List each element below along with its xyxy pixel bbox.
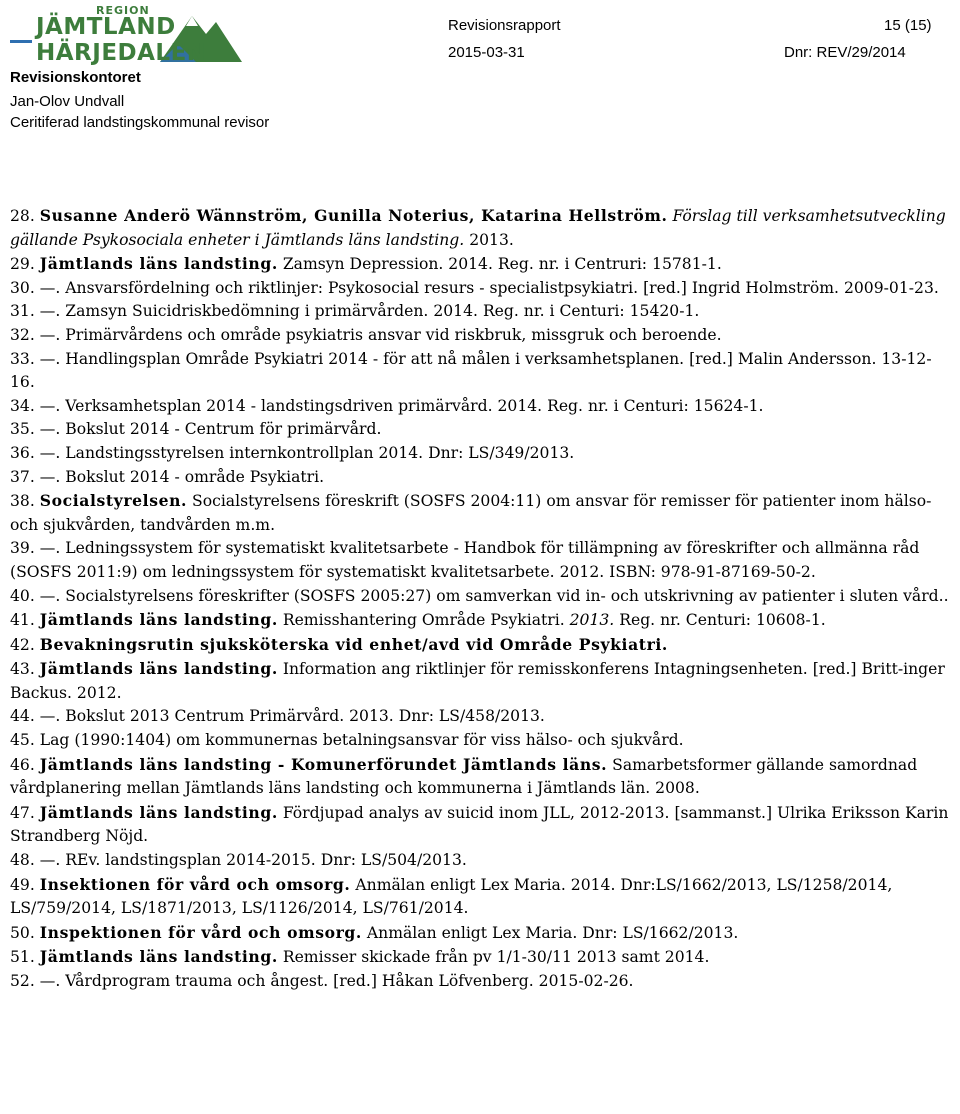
reference-item [10, 585, 956, 609]
reference-dash: — [39, 278, 56, 297]
reference-title: Förslag till verksamhetsutveckling gällande Psykosociala enheter i Jämtlands läns landsting. [10, 207, 946, 249]
reference-item [10, 418, 956, 442]
reference-rest: Zamsyn Depression. 2014. Reg. nr. i Centruri: 15781-1. [277, 255, 722, 274]
reference-num: 52. [10, 972, 35, 990]
reference-author: Jämtlands läns landsting. [39, 802, 278, 822]
reference-rest: . Socialstyrelsens föreskrifter (SOSFS 2005:27) om samverkan vid in- och utskrivning av patienter i sluten vård.. [55, 586, 949, 605]
reference-num: 50. [10, 923, 35, 942]
reference-item [10, 970, 956, 994]
reference-rest: Lag (1990:1404) om kommunernas betalningsansvar för viss hälso- och sjukvård. [34, 731, 684, 750]
reference-num: 28. [10, 207, 35, 225]
reference-author: Jämtlands läns landsting. [39, 254, 278, 274]
reference-dash: — [39, 420, 56, 439]
reference-author: Jämtlands läns landsting. [39, 947, 278, 967]
reference-num: 34. [10, 396, 35, 415]
reference-num: 35. [10, 420, 35, 439]
reference-dash: — [39, 707, 56, 726]
reference-item [10, 873, 956, 921]
reference-rest: . Primärvårdens och område psykiatris ansvar vid riskbruk, missgruk och beroende. [55, 325, 722, 344]
reference-item [10, 801, 956, 849]
reference-num: 47. [10, 803, 35, 822]
reference-author: Jämtlands läns landsting - Komunerförundet Jämtlands läns. [39, 754, 608, 774]
reference-num: 44. [10, 707, 35, 726]
office-name: Revisionskontoret [10, 69, 141, 86]
reference-item [10, 324, 956, 348]
reference-author: Susanne Anderö Wännström, Gunilla Noterius, Katarina Hellström. [39, 206, 668, 225]
reference-item [10, 849, 956, 873]
reference-num: 51. [10, 948, 35, 967]
reference-item [10, 753, 956, 801]
reference-item [10, 945, 956, 970]
reference-rest: . Ledningssystem för systematiskt kvalitetsarbete - Handbok för tillämpning av föreskrifter och allmänna råd (SOSFS 2011:9) om ledningssystem för systematiskt kvalitetsarbete. 2012. ISBN: 978-91-87169-50-2. [10, 539, 920, 581]
reference-item [10, 489, 956, 537]
document-title: Revisionsrapport [448, 17, 561, 34]
logo-region-text: REGION [96, 4, 150, 17]
reference-num: 36. [10, 443, 35, 462]
reference-num: 48. [10, 851, 35, 870]
reference-num: 45. [10, 731, 35, 750]
reference-item [10, 633, 956, 658]
reference-dash: — [39, 851, 56, 870]
reference-rest: Anmälan enligt Lex Maria. 2014. Dnr:LS/1662/2013, LS/1258/2014, LS/759/2014, LS/1871/2013, LS/1126/2014, LS/761/2014. [10, 875, 893, 918]
reference-num: 49. [10, 875, 35, 894]
reference-rest: . Landstingsstyrelsen internkontrollplan 2014. Dnr: LS/349/2013. [55, 443, 575, 462]
reference-rest: Anmälan enligt Lex Maria. Dnr: LS/1662/2013. [361, 923, 739, 942]
reference-author: Jämtlands läns landsting. [39, 610, 278, 630]
reference-item [10, 442, 956, 466]
reference-num: 39. [10, 539, 35, 558]
reference-item [10, 348, 956, 395]
reference-dash: — [39, 325, 56, 344]
reference-item [10, 395, 956, 419]
reference-rest: . Handlingsplan Område Psykiatri 2014 - för att nå målen i verksamhetsplanen. [red.] Malin Andersson. 13-12-16. [10, 349, 932, 392]
reference-rest: . Bokslut 2014 - område Psykiatri. [55, 467, 325, 486]
reference-dash: — [39, 972, 56, 990]
page-number: 15 (15) [884, 17, 932, 34]
reference-author: Bevakningsrutin sjuksköterska vid enhet/avd vid Område Psykiatri. [39, 634, 668, 654]
reference-rest: . Vårdprogram trauma och ångest. [red.] Håkan Löfvenberg. 2015-02-26. [55, 972, 634, 990]
reference-dash: — [39, 443, 56, 462]
reference-rest: . Verksamhetsplan 2014 - landstingsdriven primärvård. 2014. Reg. nr. i Centuri: 15624-1. [55, 396, 764, 415]
reference-rest: . Zamsyn Suicidriskbedömning i primärvården. 2014. Reg. nr. i Centuri: 15420-1. [55, 302, 700, 321]
reference-num: 32. [10, 325, 35, 344]
reference-dash: — [39, 467, 56, 486]
reference-rest: . Bokslut 2014 - Centrum för primärvård. [55, 420, 382, 439]
reference-rest: 2013. [464, 230, 514, 249]
reference-rest: Information ang riktlinjer för remisskonferens Intagningsenheten. [red.] Britt-inger Backus. 2012. [10, 660, 945, 702]
reference-author: Socialstyrelsen. [39, 491, 188, 511]
reference-dash: — [39, 539, 56, 558]
reference-dash: — [39, 302, 56, 321]
reference-num: 29. [10, 255, 35, 274]
author-name: Jan-Olov Undvall [10, 93, 125, 110]
reference-rest: . Ansvarsfördelning och riktlinjer: Psykosocial resurs - specialistpsykiatri. [red.] Ingrid Holmström. 2009-01-23. [55, 278, 939, 297]
reference-year-it: 2013. [564, 611, 615, 630]
reference-rest: Remisshantering Område Psykiatri. [277, 611, 565, 630]
reference-num: 38. [10, 492, 35, 511]
reference-num: 31. [10, 302, 35, 321]
reference-rest: . Bokslut 2013 Centrum Primärvård. 2013. Dnr: LS/458/2013. [55, 707, 545, 726]
reference-num: 40. [10, 586, 35, 605]
reference-rest: Socialstyrelsens föreskrift (SOSFS 2004:11) om ansvar för remisser för patienter inom hälso- och sjukvården, tandvården m.m. [10, 492, 932, 534]
reference-item [10, 204, 956, 252]
reference-dash: — [39, 586, 56, 605]
reference-rest: Remisser skickade från pv 1/1-30/11 2013 samt 2014. [277, 948, 710, 967]
reference-item [10, 657, 956, 705]
reference-num: 33. [10, 349, 35, 368]
reference-num: 46. [10, 755, 35, 774]
reference-item [10, 252, 956, 277]
author-role: Ceritiferad landstingskommunal revisor [10, 114, 270, 131]
logo-line1: JÄMTLAND [36, 14, 176, 40]
reference-item [10, 705, 956, 729]
reference-rest: . REv. landstingsplan 2014-2015. Dnr: LS/504/2013. [55, 851, 467, 870]
region-logo [10, 4, 255, 66]
reference-author: Jämtlands läns landsting. [39, 659, 278, 679]
reference-rest: Fördjupad analys av suicid inom JLL, 2012-2013. [sammanst.] Ulrika Eriksson Karin Strandberg Nöjd. [10, 803, 949, 846]
reference-dash: — [39, 396, 56, 415]
reference-num: 43. [10, 660, 35, 679]
reference-author: Insektionen för vård och omsorg. [39, 874, 351, 894]
reference-item [10, 300, 956, 324]
reference-item [10, 921, 956, 946]
reference-item [10, 729, 956, 753]
document-date: 2015-03-31 [448, 44, 525, 61]
reference-num: 37. [10, 467, 35, 486]
reference-num: 42. [10, 635, 35, 654]
reference-item [10, 608, 956, 633]
reference-rest2: Reg. nr. Centuri: 10608-1. [614, 611, 826, 630]
reference-rest: Samarbetsformer gällande samordnad vårdplanering mellan Jämtlands läns landsting och kommunerna i Jämtlands län. 2008. [10, 755, 918, 798]
logo-line2: HÄRJEDALEN [36, 40, 207, 66]
reference-list [10, 204, 956, 994]
document-dnr: Dnr: REV/29/2014 [784, 44, 906, 61]
reference-item [10, 466, 956, 490]
reference-dash: — [39, 349, 56, 368]
reference-num: 30. [10, 278, 35, 297]
reference-author: Inspektionen för vård och omsorg. [39, 922, 362, 942]
reference-num: 41. [10, 611, 35, 630]
reference-item [10, 277, 956, 301]
reference-item [10, 537, 956, 584]
